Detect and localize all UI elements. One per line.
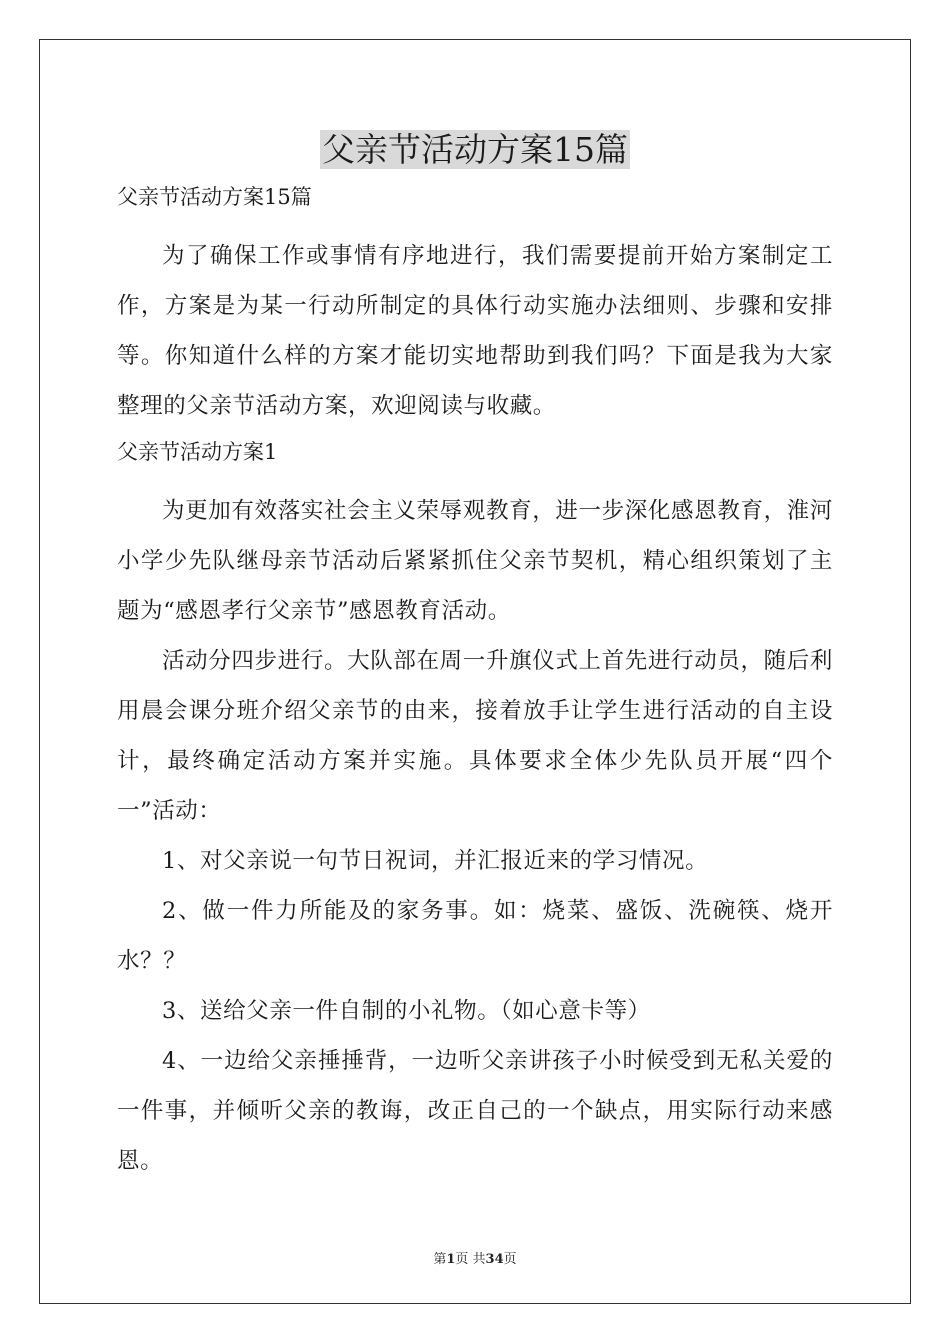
document-body: [117, 124, 833, 1186]
page-suffix: 页: [503, 1252, 517, 1267]
list-item-4: 4、一边给父亲捶捶背，一边听父亲讲孩子小时候受到无私关爱的一件事，并倾听父亲的教诲，改正自己的一个缺点，用实际行动来感恩。: [117, 1048, 833, 1174]
page-mid: 页 共: [455, 1252, 486, 1267]
paragraph-steps: 活动分四步进行。大队部在周一升旗仪式上首先进行动员，随后利用晨会课分班介绍父亲节的由来，接着放手让学生进行活动的自主设计，最终确定活动方案并实施。具体要求全体少先队员开展“四个一”活动：: [117, 648, 833, 824]
section-heading: 父亲节活动方案1: [117, 440, 278, 464]
page-total: 34: [485, 1252, 504, 1267]
document-title-text: 父亲节活动方案15篇: [322, 130, 628, 169]
document-subtitle: 父亲节活动方案15篇: [117, 185, 312, 209]
list-item-2: 2、做一件力所能及的家务事。如：烧菜、盛饭、洗碗筷、烧开水？？: [117, 898, 833, 974]
page-current: 1: [446, 1252, 456, 1267]
page-prefix: 第: [433, 1252, 447, 1267]
document-title: [117, 124, 833, 176]
page-footer: [0, 1248, 950, 1267]
intro-paragraph: 为了确保工作或事情有序地进行，我们需要提前开始方案制定工作，方案是为某一行动所制定的具体行动实施办法细则、步骤和安排等。你知道什么样的方案才能切实地帮助到我们吗？下面是我为大家整理的父亲节活动方案，欢迎阅读与收藏。: [117, 243, 833, 419]
list-item-3: 3、送给父亲一件自制的小礼物。（如心意卡等）: [162, 998, 651, 1024]
list-item-1: 1、对父亲说一句节日祝词，并汇报近来的学习情况。: [162, 848, 709, 874]
paragraph-background: 为更加有效落实社会主义荣辱观教育，进一步深化感恩教育，淮河小学少先队继母亲节活动后紧紧抓住父亲节契机，精心组织策划了主题为“感恩孝行父亲节”感恩教育活动。: [117, 498, 833, 624]
